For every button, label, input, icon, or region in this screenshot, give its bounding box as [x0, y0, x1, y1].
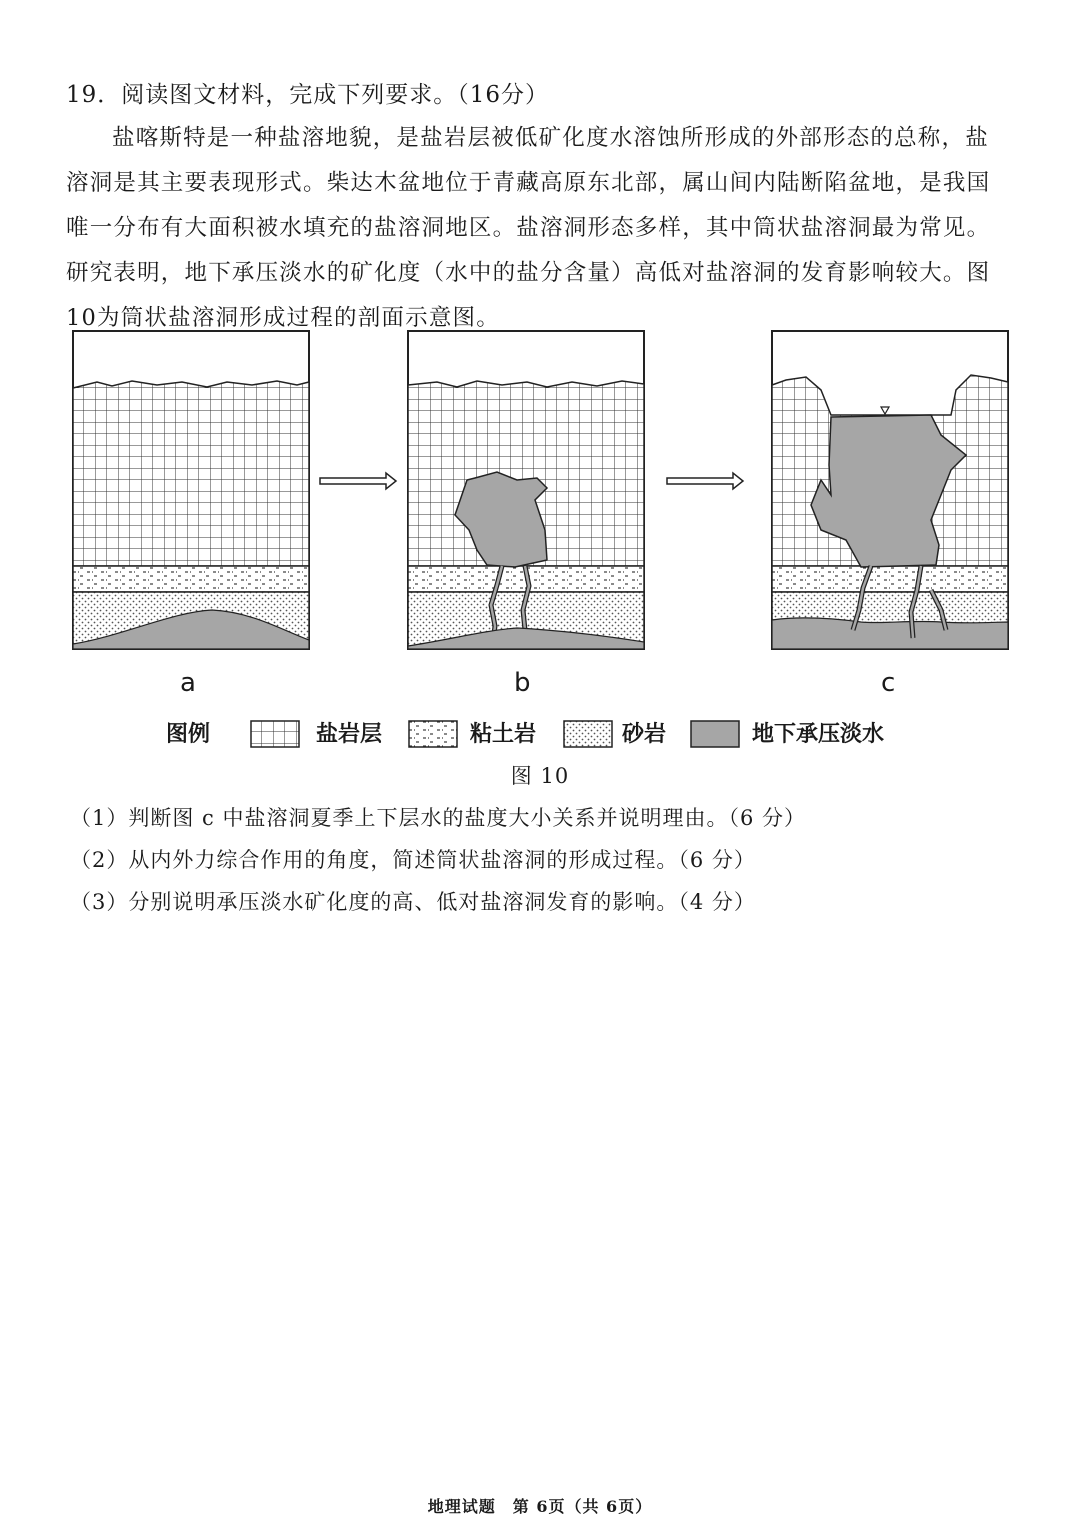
clay-rock-layer: [772, 566, 1008, 592]
salt-rock-layer: [73, 381, 309, 566]
question-paragraph: [66, 116, 1026, 341]
panel-label-c: c: [881, 668, 896, 698]
legend-title: 图例: [166, 722, 211, 747]
legend-label-clay-rock: 粘土岩: [470, 722, 537, 747]
sub-question-2: （2）从内外力综合作用的角度，简述筒状盐溶洞的形成过程。（6 分）: [70, 848, 756, 872]
paragraph-line: 唯一分布有大面积被水填充的盐溶洞地区。盐溶洞形态多样，其中筒状盐溶洞最为常见。: [66, 215, 991, 241]
figure-legend: [0, 718, 1080, 754]
clay-rock-layer: [73, 566, 309, 592]
paragraph-line: 盐喀斯特是一种盐溶地貌，是盐岩层被低矿化度水溶蚀所形成的外部形态的总称，盐: [112, 125, 989, 151]
panel-label-b: b: [514, 668, 531, 698]
question-title: 19．阅读图文材料，完成下列要求。（16分）: [66, 82, 550, 108]
confined-freshwater: [772, 618, 1008, 649]
figure-panel-a: [72, 330, 310, 650]
paragraph-line: 10为筒状盐溶洞形成过程的剖面示意图。: [66, 305, 500, 331]
legend-label-salt-rock: 盐岩层: [316, 722, 383, 747]
right-arrow-icon: [665, 470, 745, 492]
legend-swatch-sandstone: [563, 720, 613, 748]
legend-swatch-salt-rock: [250, 720, 300, 748]
legend-swatch-freshwater: [690, 720, 740, 748]
sub-question-1: （1）判断图 c 中盐溶洞夏季上下层水的盐度大小关系并说明理由。（6 分）: [70, 806, 807, 830]
figure-caption: 图 10: [510, 764, 570, 788]
legend-label-sandstone: 砂岩: [622, 722, 667, 747]
sub-question-3: （3）分别说明承压淡水矿化度的高、低对盐溶洞发育的影响。（4 分）: [70, 890, 756, 914]
figure-panel-c: [771, 330, 1009, 650]
figure-panel-b: [407, 330, 645, 650]
panel-label-a: a: [180, 668, 196, 698]
paragraph-line: 溶洞是其主要表现形式。柴达木盆地位于青藏高原东北部，属山间内陆断陷盆地，是我国: [66, 170, 991, 196]
page-footer: 地理试题 第 6页（共 6页）: [427, 1497, 653, 1516]
legend-swatch-clay-rock: [408, 720, 458, 748]
paragraph-line: 研究表明，地下承压淡水的矿化度（水中的盐分含量）高低对盐溶洞的发育影响较大。图: [66, 260, 991, 286]
right-arrow-icon: [318, 470, 398, 492]
legend-label-freshwater: 地下承压淡水: [752, 722, 885, 747]
